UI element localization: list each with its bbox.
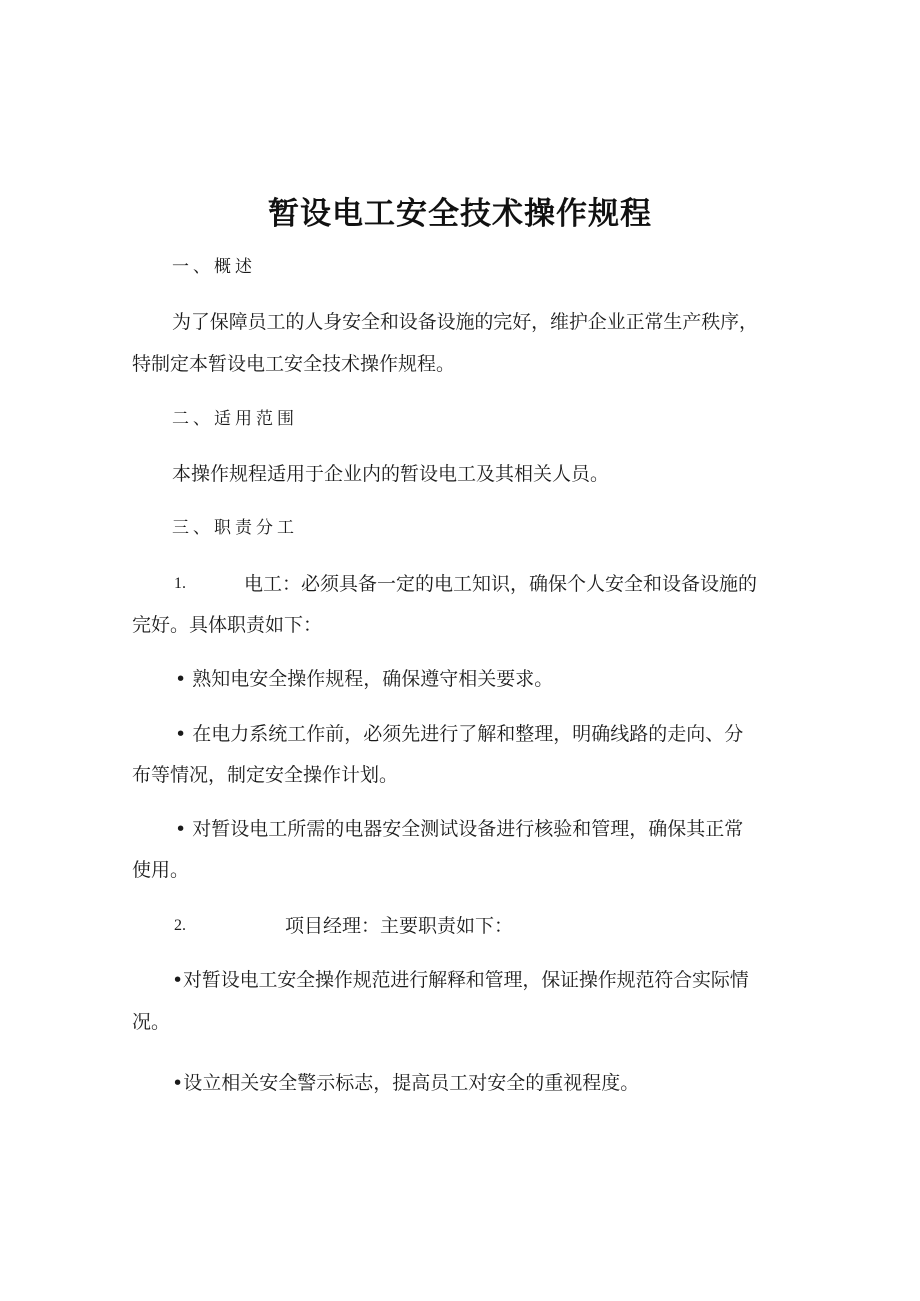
electrician-bullet-3-line-1: • 对暂设电工所需的电器安全测试设备进行核验和管理，确保其正常 bbox=[175, 818, 744, 840]
electrician-bullet-2-line-2: 布等情况，制定安全操作计划。 bbox=[132, 764, 399, 786]
manager-bullet-2: •设立相关安全警示标志，提高员工对安全的重视程度。 bbox=[172, 1072, 640, 1094]
electrician-duty-line-1: 电工：必须具备一定的电工知识，确保个人安全和设备设施的 bbox=[244, 573, 758, 595]
list-number-2: 2. bbox=[174, 917, 186, 934]
section-heading-scope: 二、适用范围 bbox=[172, 409, 298, 429]
electrician-bullet-1: • 熟知电安全操作规程，确保遵守相关要求。 bbox=[175, 668, 554, 690]
section-heading-duties: 三、职责分工 bbox=[172, 518, 298, 538]
electrician-duty-line-2: 完好。具体职责如下： bbox=[132, 614, 323, 636]
manager-bullet-1-line-1: •对暂设电工安全操作规范进行解释和管理，保证操作规范符合实际情 bbox=[172, 969, 749, 991]
overview-paragraph-line-2: 特制定本暂设电工安全技术操作规程。 bbox=[132, 353, 456, 375]
list-number-1: 1. bbox=[174, 575, 186, 592]
document-title: 暂设电工安全技术操作规程 bbox=[268, 196, 652, 232]
manager-duty-line-1: 项目经理：主要职责如下： bbox=[285, 915, 514, 937]
electrician-bullet-3-line-2: 使用。 bbox=[132, 859, 190, 881]
electrician-bullet-2-line-1: • 在电力系统工作前，必须先进行了解和整理，明确线路的走向、分 bbox=[175, 723, 744, 745]
section-heading-overview: 一、概述 bbox=[172, 257, 256, 277]
overview-paragraph-line-1: 为了保障员工的人身安全和设备设施的完好，维护企业正常生产秩序， bbox=[172, 311, 758, 333]
manager-bullet-1-line-2: 况。 bbox=[132, 1011, 171, 1033]
scope-paragraph: 本操作规程适用于企业内的暂设电工及其相关人员。 bbox=[172, 463, 610, 485]
